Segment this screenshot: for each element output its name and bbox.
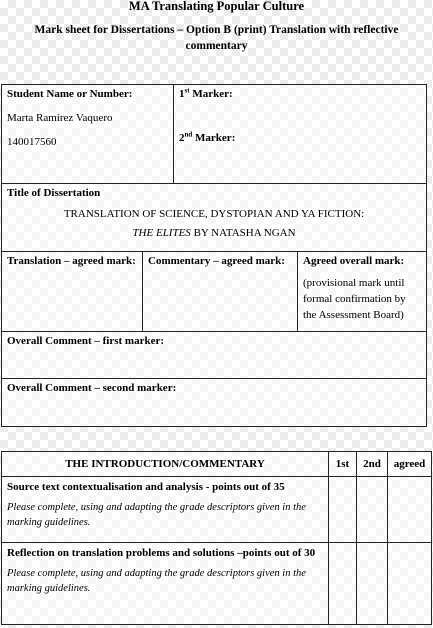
student-cell bbox=[2, 85, 174, 184]
criterion-title: Reflection on translation problems and solutions –points out of 30 bbox=[7, 547, 316, 559]
dissertation-title-line2: THE ELITES BY NATASHA NGAN bbox=[132, 227, 296, 239]
second-comment-label: Overall Comment – second marker: bbox=[7, 382, 177, 394]
intro-header-second: 2nd bbox=[357, 452, 388, 477]
overall-mark-label: Agreed overall mark: bbox=[303, 255, 405, 267]
intro-header-agreed: agreed bbox=[388, 452, 432, 477]
criterion-note: Please complete, using and adapting the grade descriptors given in the marking guidelines. bbox=[7, 502, 306, 528]
dissertation-label: Title of Dissertation bbox=[7, 187, 101, 199]
translation-mark-label: Translation – agreed mark: bbox=[7, 255, 136, 267]
agreed-mark-cell[interactable] bbox=[388, 477, 432, 543]
table-row bbox=[2, 477, 432, 543]
student-label: Student Name or Number: bbox=[7, 88, 133, 100]
commentary-mark-cell bbox=[143, 252, 298, 332]
second-comment-cell bbox=[2, 379, 427, 427]
course-title: MA Translating Popular Culture bbox=[128, 0, 305, 13]
student-name: Marta Ramírez Vaquero bbox=[7, 112, 113, 124]
introduction-commentary-table bbox=[1, 451, 432, 625]
first-marker-label: 1st Marker: bbox=[179, 86, 233, 100]
criterion-note: Please complete, using and adapting the grade descriptors given in the marking guidelines. bbox=[7, 568, 306, 594]
overall-mark-note: (provisional mark until formal confirmation by the Assessment Board) bbox=[303, 277, 406, 321]
table-row bbox=[2, 543, 432, 625]
student-number: 140017560 bbox=[7, 136, 57, 148]
dissertation-title-line1: TRANSLATION OF SCIENCE, DYSTOPIAN AND YA FICTION: bbox=[63, 208, 365, 220]
first-mark-cell[interactable] bbox=[329, 543, 357, 625]
agreed-mark-cell[interactable] bbox=[388, 543, 432, 625]
intro-header-first: 1st bbox=[329, 452, 357, 477]
criterion-cell bbox=[2, 477, 329, 543]
second-marker-label: 2nd Marker: bbox=[179, 130, 236, 144]
intro-header-title: THE INTRODUCTION/COMMENTARY bbox=[2, 452, 329, 477]
overall-mark-cell bbox=[298, 252, 427, 332]
commentary-mark-label: Commentary – agreed mark: bbox=[148, 255, 285, 267]
first-comment-label: Overall Comment – first marker: bbox=[7, 335, 165, 347]
mark-sheet-form bbox=[1, 84, 427, 427]
sheet-title: Mark sheet for Dissertations – Option B (print) Translation with reflective commentary bbox=[34, 24, 399, 52]
dissertation-cell bbox=[2, 184, 427, 252]
markers-cell bbox=[174, 85, 427, 184]
second-mark-cell[interactable] bbox=[357, 477, 388, 543]
first-mark-cell[interactable] bbox=[329, 477, 357, 543]
first-comment-cell bbox=[2, 332, 427, 379]
translation-mark-cell bbox=[2, 252, 143, 332]
criterion-title: Source text contextualisation and analysis - points out of 35 bbox=[7, 481, 285, 493]
second-mark-cell[interactable] bbox=[357, 543, 388, 625]
criterion-cell bbox=[2, 543, 329, 625]
